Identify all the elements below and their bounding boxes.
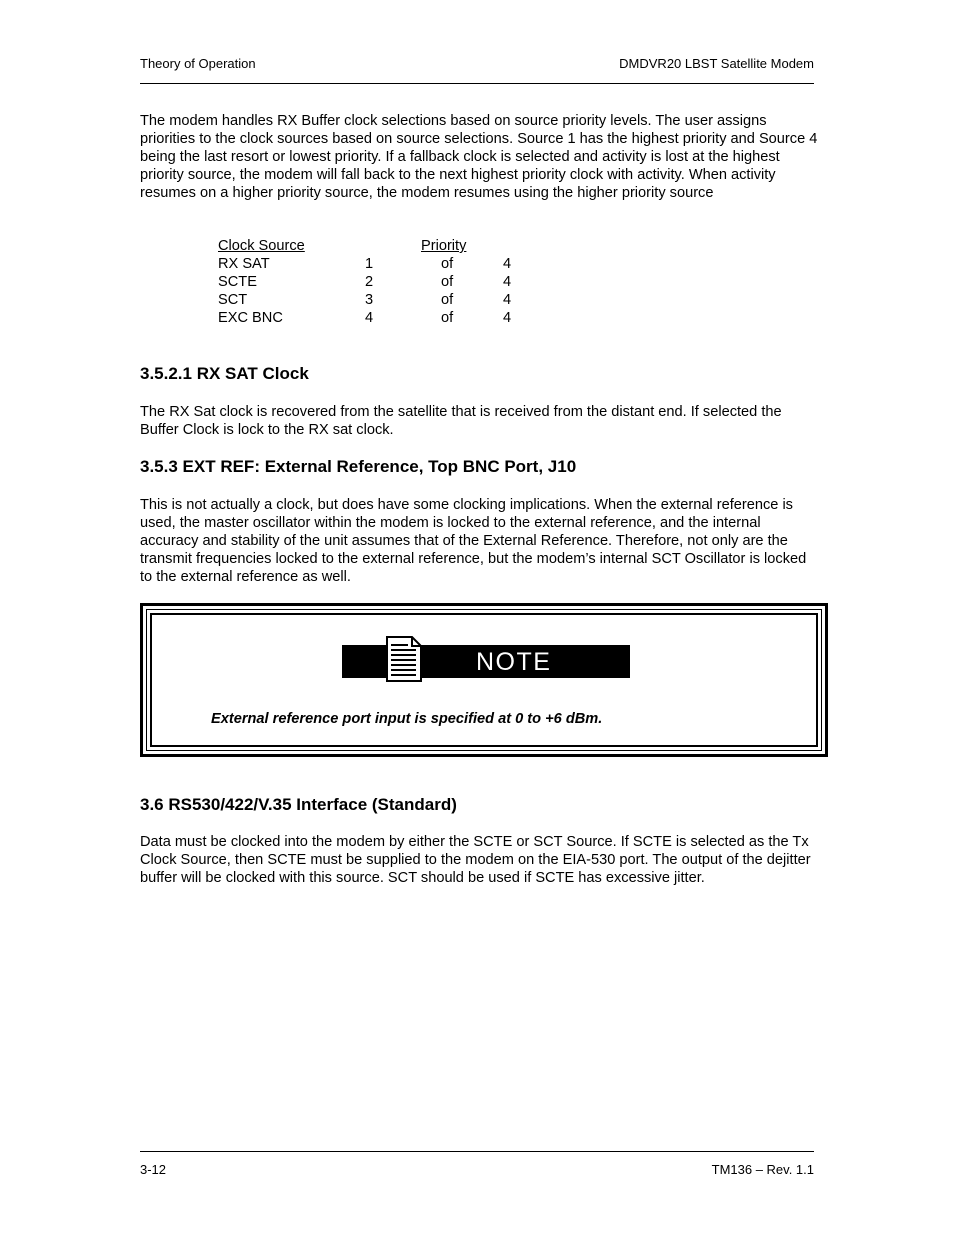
section-36-heading: 3.6 RS530/422/V.35 Interface (Standard) [140,795,457,814]
header-rule [140,83,814,84]
section-3521-body: The RX Sat clock is recovered from the satellite that is received from the distant end. If selected the Buffer Clock is lock to the RX sat clock. [140,404,782,438]
row-priority: 1 [365,256,374,272]
priority-header: Priority [421,238,467,254]
row-total: 4 [503,256,512,272]
row-source: EXC BNC [218,310,283,326]
section-353-body: This is not actually a clock, but does have some clocking implications. When the external reference is used, the master oscillator within the modem is locked to the external reference, and the internal accuracy and stability of the unit assumes that of the External Reference. Therefore, not only are the transmit frequencies locked to the external reference, but the modem’s internal SCT Oscillator is locked to the external reference as well. [140,497,807,585]
row-total: 4 [503,292,512,308]
section-353-heading: 3.5.3 EXT REF: External Reference, Top BNC Port, J10 [140,457,577,476]
row-priority: 4 [365,310,374,326]
row-total: 4 [503,310,512,326]
document-revision: TM136 – Rev. 1.1 [711,1162,814,1177]
row-of: of [441,310,454,326]
note-text: External reference port input is specified at 0 to +6 dBm. [211,711,603,727]
document-icon [386,636,422,682]
clock-source-header: Clock Source [218,238,305,254]
page-number: 3-12 [140,1162,167,1177]
row-priority: 2 [365,274,374,290]
note-label: NOTE [476,648,552,676]
footer-rule [140,1151,814,1152]
header-left: Theory of Operation [140,56,256,71]
row-of: of [441,274,454,290]
section-3521-heading: 3.5.2.1 RX SAT Clock [140,364,309,383]
row-source: RX SAT [218,256,270,272]
row-source: SCTE [218,274,257,290]
row-total: 4 [503,274,512,290]
section-36-body: Data must be clocked into the modem by either the SCTE or SCT Source. If SCTE is selected as the Tx Clock Source, then SCTE must be supplied to the modem on the EIA-530 port. The output of the dejitter buffer will be clocked with this source. SCT should be used if SCTE has excessive jitter. [140,834,811,886]
row-of: of [441,292,454,308]
row-priority: 3 [365,292,374,308]
intro-paragraph: The modem handles RX Buffer clock selections based on source priority levels. The user assigns priorities to the clock sources based on source selections. Source 1 has the highest priority and Source 4 being the last resort or lowest priority. If a fallback clock is selected and activity is lost at the highest priority source, the modem will fall back to the next highest priority clock with activity. When activity resumes on a higher priority source, the modem resumes using the higher priority source [140,113,818,201]
note-box [140,603,828,757]
header-right: DMDVR20 LBST Satellite Modem [619,56,814,71]
row-of: of [441,256,454,272]
row-source: SCT [218,292,248,308]
